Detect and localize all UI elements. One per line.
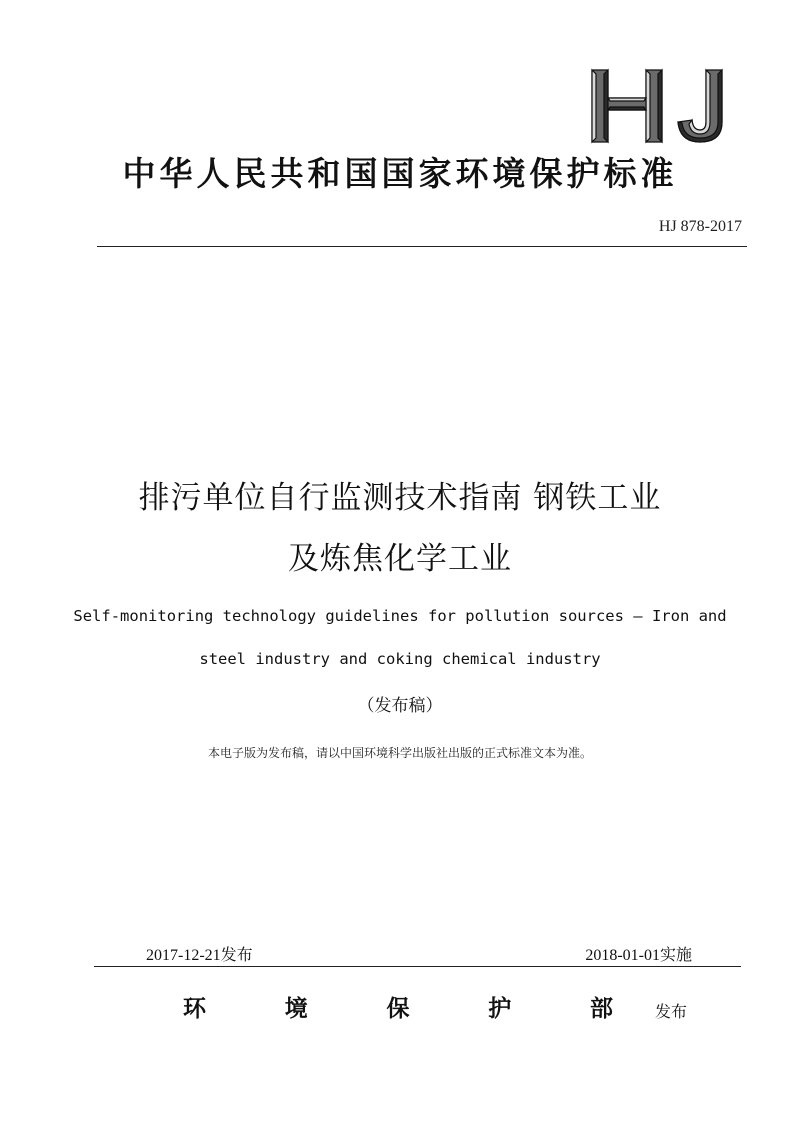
publish-label: 发布 — [655, 1002, 688, 1021]
ministry-char: 境 — [284, 996, 308, 1022]
english-title-line-2: steel industry and coking chemical industry — [199, 650, 601, 668]
issuing-ministry — [183, 990, 613, 1023]
hj-logo-graphic — [588, 68, 728, 144]
ministry-char: 护 — [488, 996, 512, 1022]
ministry-char: 部 — [590, 996, 613, 1022]
english-title-line-1: Self-monitoring technology guidelines for pollution sources — Iron and — [73, 607, 727, 625]
footer-divider — [94, 966, 741, 967]
chinese-title-line-2: 及炼焦化学工业 — [288, 541, 512, 577]
issue-date: 2017-12-21发布 — [146, 947, 253, 964]
electronic-version-notice: 本电子版为发布稿，请以中国环境科学出版社出版的正式标准文本为准。 — [207, 746, 592, 760]
ministry-char: 保 — [386, 996, 410, 1022]
organization-title: 中华人民共和国国家环境保护标准 — [122, 154, 678, 193]
draft-label: （发布稿） — [357, 696, 443, 716]
header-divider — [97, 246, 747, 247]
hj-logo — [588, 68, 728, 144]
standard-number: HJ 878-2017 — [658, 218, 742, 235]
implementation-date: 2018-01-01实施 — [585, 947, 692, 964]
ministry-char: 环 — [183, 996, 206, 1022]
chinese-title-line-1: 排污单位自行监测技术指南 钢铁工业 — [138, 480, 662, 516]
